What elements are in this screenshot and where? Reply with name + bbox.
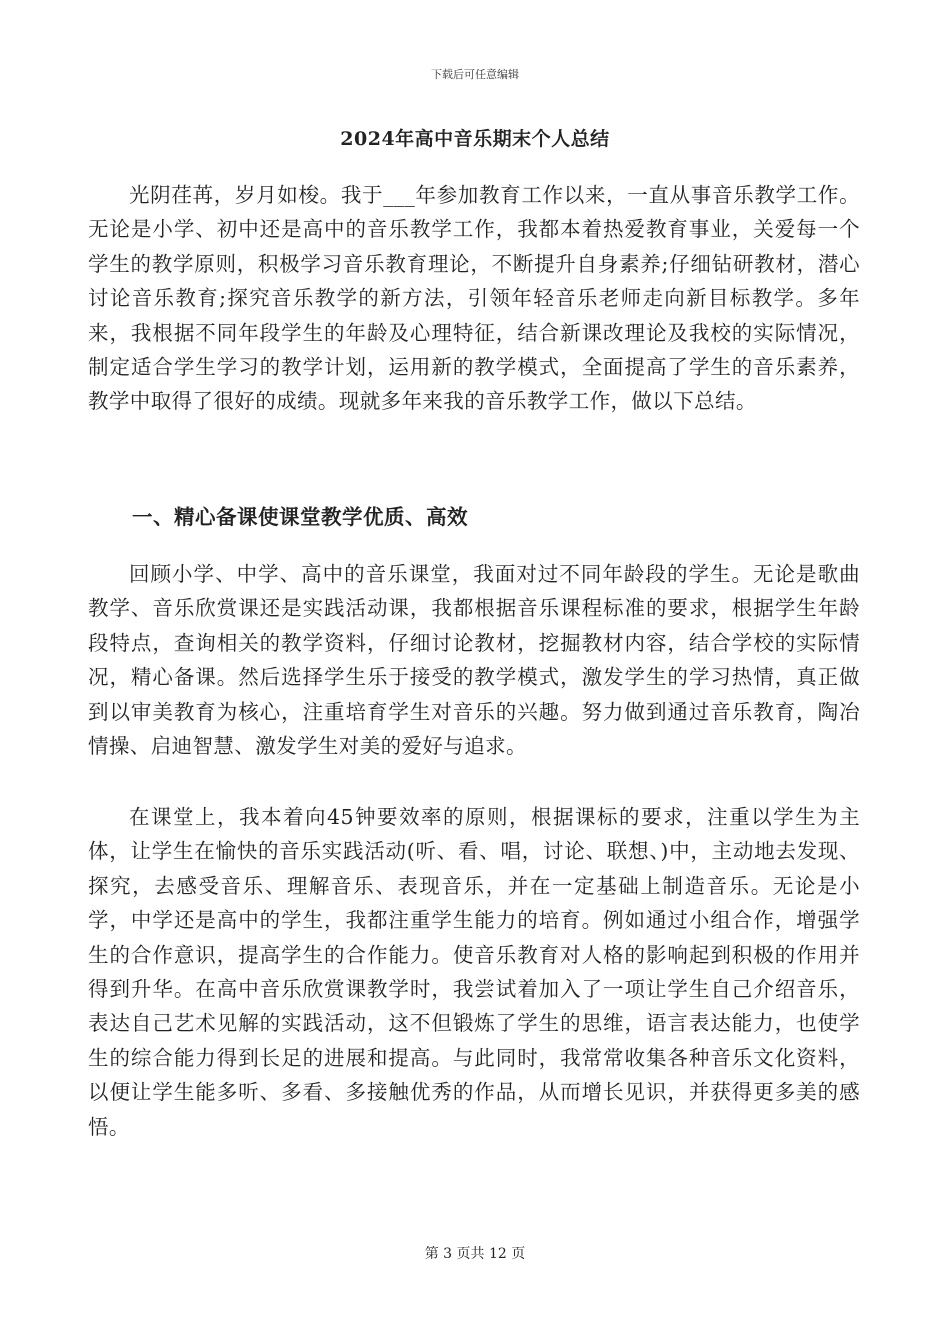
section-heading: 一、精心备课使课堂教学优质、高效 xyxy=(132,505,468,529)
page-number-footer: 第 3 页共 12 页 xyxy=(424,1246,526,1262)
paragraph-review: 回顾小学、中学、高中的音乐课堂，我面对过不同年龄段的学生。无论是歌曲教学、音乐欣赏课还是实践活动课，我都根据音乐课程标准的要求，根据学生年龄段特点，查询相关的教学资料，仔细讨论教材，挖掘教材内容，结合学校的实际情况，精心备课。然后选择学生乐于接受的教学模式，激发学生的学习热情，真正做到以审美教育为核心，注重培育学生对音乐的兴趣。努力做到通过音乐教育，陶冶情操、启迪智慧、激发学生对美的爱好与追求。 xyxy=(88,562,860,759)
header-note: 下载后可任意编辑 xyxy=(431,68,519,81)
paragraph-intro: 光阴荏苒，岁月如梭。我于___年参加教育工作以来，一直从事音乐教学工作。无论是小学、初中还是高中的音乐教学工作，我都本着热爱教育事业，关爱每一个学生的教学原则，积极学习音乐教育理论，不断提升自身素养;仔细钻研教材，潜心讨论音乐教育;探究音乐教学的新方法，引领年轻音乐老师走向新目标教学。多年来，我根据不同年段学生的年龄及心理特征，结合新课改理论及我校的实际情况，制定适合学生学习的教学计划，运用新的教学模式，全面提高了学生的音乐素养，教学中取得了很好的成绩。现就多年来我的音乐教学工作，做以下总结。 xyxy=(88,183,860,414)
document-title: 2024年高中音乐期末个人总结 xyxy=(340,128,610,150)
paragraph-classroom: 在课堂上，我本着向45钟要效率的原则，根据课标的要求，注重以学生为主体，让学生在愉快的音乐实践活动(听、看、唱，讨论、联想、)中，主动地去发现、探究，去感受音乐、理解音乐、表现音乐，并在一定基础上制造音乐。无论是小学，中学还是高中的学生，我都注重学生能力的培育。例如通过小组合作，增强学生的合作意识，提高学生的合作能力。使音乐教育对人格的影响起到积极的作用并得到升华。在高中音乐欣赏课教学时，我尝试着加入了一项让学生自己介绍音乐，表达自己艺术见解的实践活动，这不但锻炼了学生的思维，语言表达能力，也使学生的综合能力得到长足的进展和提高。与此同时，我常常收集各种音乐文化资料，以便让学生能多听、多看、多接触优秀的作品，从而增长见识，并获得更多美的感悟。 xyxy=(88,805,860,1139)
